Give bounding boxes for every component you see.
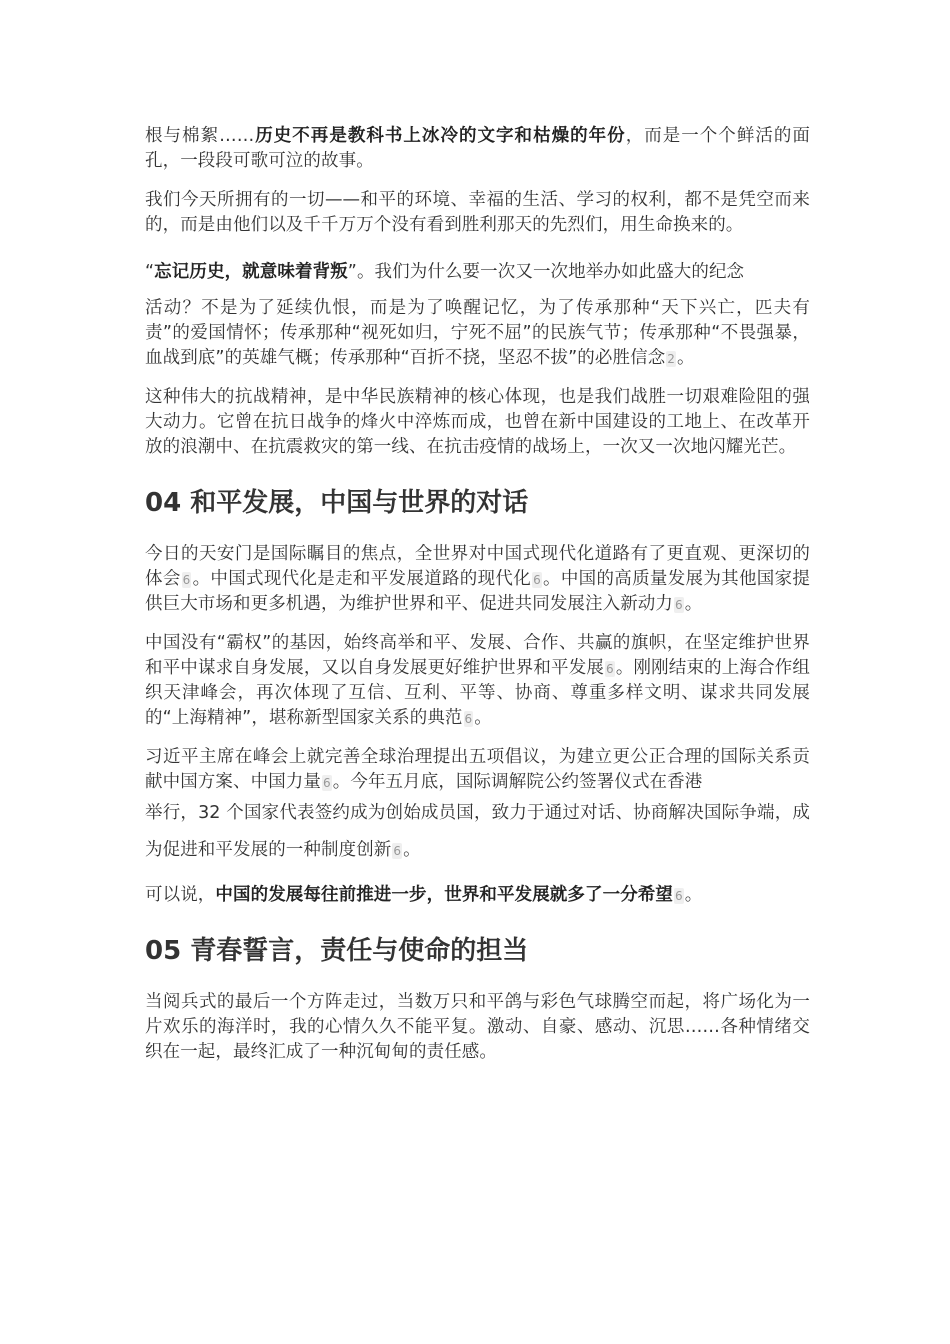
text-segment: 我们今天所拥有的一切——和平的环境、幸福的生活、学习的权利，都不是凭空而来的，而是由他们以及千千万万个没有看到胜利那天的先烈们，用生命换来的。 [145, 190, 810, 235]
text-segment: 。 [684, 594, 703, 614]
section-heading-05: 05 青春誓言，责任与使命的担当 [145, 936, 529, 966]
text-segment: 活动？不是为了延续仇恨，而是为了唤醒记忆，为了传承那种“天下兴亡，匹夫有责”的爱国情怀；传承那种“视死如归，宁死不屈”的民族气节；传承那种“不畏强暴，血战到底”的英雄气概；传承那种“百折不挠，坚忍不拔”的必胜信念 [145, 298, 810, 368]
text-segment: 根与棉絮…… [145, 126, 255, 146]
paragraph-conclusion-04 [145, 883, 810, 908]
text-segment: 。 [403, 840, 421, 860]
text-segment: 。 [474, 708, 492, 728]
citation-ref[interactable]: 6 [182, 573, 191, 587]
citation-ref[interactable]: 6 [393, 844, 402, 858]
bold-text: 历史不再是教科书上冰冷的文字和枯燥的年份 [254, 126, 626, 146]
text-segment: 中国没有“霸权”的基因，始终高举和平、发展、合作、共赢的旗帜，在坚定维护世界和平中谋求自身发展，又以自身发展更好维护世界和平发展 [145, 633, 810, 678]
text-segment: 。刚刚结束的上海合作组织天津峰会，再次体现了互信、互利、平等、协商、尊重多样文明、谋求共同发展的“上海精神”，堪称新型国家关系的典范 [145, 658, 810, 728]
paragraph-governance-initiatives [145, 745, 810, 795]
citation-ref[interactable]: 6 [323, 776, 331, 790]
bold-text: 中国的发展每往前推进一步，世界和平发展就多了一分希望 [215, 885, 674, 905]
text-segment: 。 [677, 348, 695, 368]
text-segment: ”。我们为什么要一次又一次地举办如此盛大的纪念 [347, 262, 745, 282]
text-segment: 这种伟大的抗战精神，是中华民族精神的核心体现，也是我们战胜一切艰难险阻的强大动力。它曾在抗日战争的烽火中淬炼而成，也曾在新中国建设的工地上、在改革开放的浪潮中、在抗震救灾的第一线、在抗击疫情的战场上，一次又一次地闪耀光芒。 [145, 387, 810, 457]
paragraph-parade-end [145, 990, 810, 1065]
citation-ref[interactable]: 6 [606, 662, 614, 676]
citation-ref[interactable]: 6 [464, 712, 473, 726]
text-segment: 。中国的高质量发展为其他国家提供巨大市场和更多机遇，为维护世界和平、促进共同发展注入新动力 [145, 569, 811, 614]
text-segment: 可以说， [145, 885, 216, 905]
text-segment: 。中国式现代化是走和平发展道路的现代化 [192, 569, 532, 589]
text-segment: 习近平主席在峰会上就完善全球治理提出五项倡议，为建立更公正合理的国际关系贡献中国方案、中国力量 [145, 747, 810, 792]
section-heading-04: 04 和平发展，中国与世界的对话 [145, 488, 529, 518]
paragraph-tiananmen [145, 542, 810, 617]
text-segment: 。 [684, 885, 703, 905]
paragraph-memory-purpose [145, 296, 810, 371]
text-segment: 当阅兵式的最后一个方阵走过，当数万只和平鸽与彩色气球腾空而起，将广场化为一片欢乐的海洋时，我的心情久久不能平复。激动、自豪、感动、沉思……各种情绪交织在一起，最终汇成了一种沉甸甸的责任感。 [145, 992, 810, 1062]
text-segment: 今日的天安门是国际瞩目的焦点，全世界对中国式现代化道路有了更直观、更深切的体会 [145, 544, 810, 589]
citation-ref[interactable]: 6 [533, 573, 541, 587]
paragraph-mediation-court [145, 795, 810, 869]
paragraph-peace-origin [145, 188, 810, 238]
paragraph-forget-history-line [145, 260, 810, 285]
paragraph-spirit [145, 385, 810, 460]
citation-ref[interactable]: 6 [675, 598, 683, 612]
citation-ref[interactable]: 6 [675, 889, 683, 903]
paragraph-history-faces [145, 124, 810, 174]
bold-text: 忘记历史，就意味着背叛 [154, 262, 348, 282]
paragraph-no-hegemony [145, 631, 810, 731]
citation-ref[interactable]: 2 [667, 352, 676, 366]
document-page [145, 124, 810, 1079]
text-segment: 。今年五月底，国际调解院公约签署仪式在香港 [332, 772, 703, 792]
open-quote: “ [145, 262, 155, 282]
text-segment: ，而是一个个鲜活的面孔，一段段可歌可泣的故事。 [145, 126, 810, 171]
text-segment: 举行，32 个国家代表签约成为创始成员国，致力于通过对话、协商解决国际争端，成为促进和平发展的一种制度创新 [145, 803, 810, 860]
